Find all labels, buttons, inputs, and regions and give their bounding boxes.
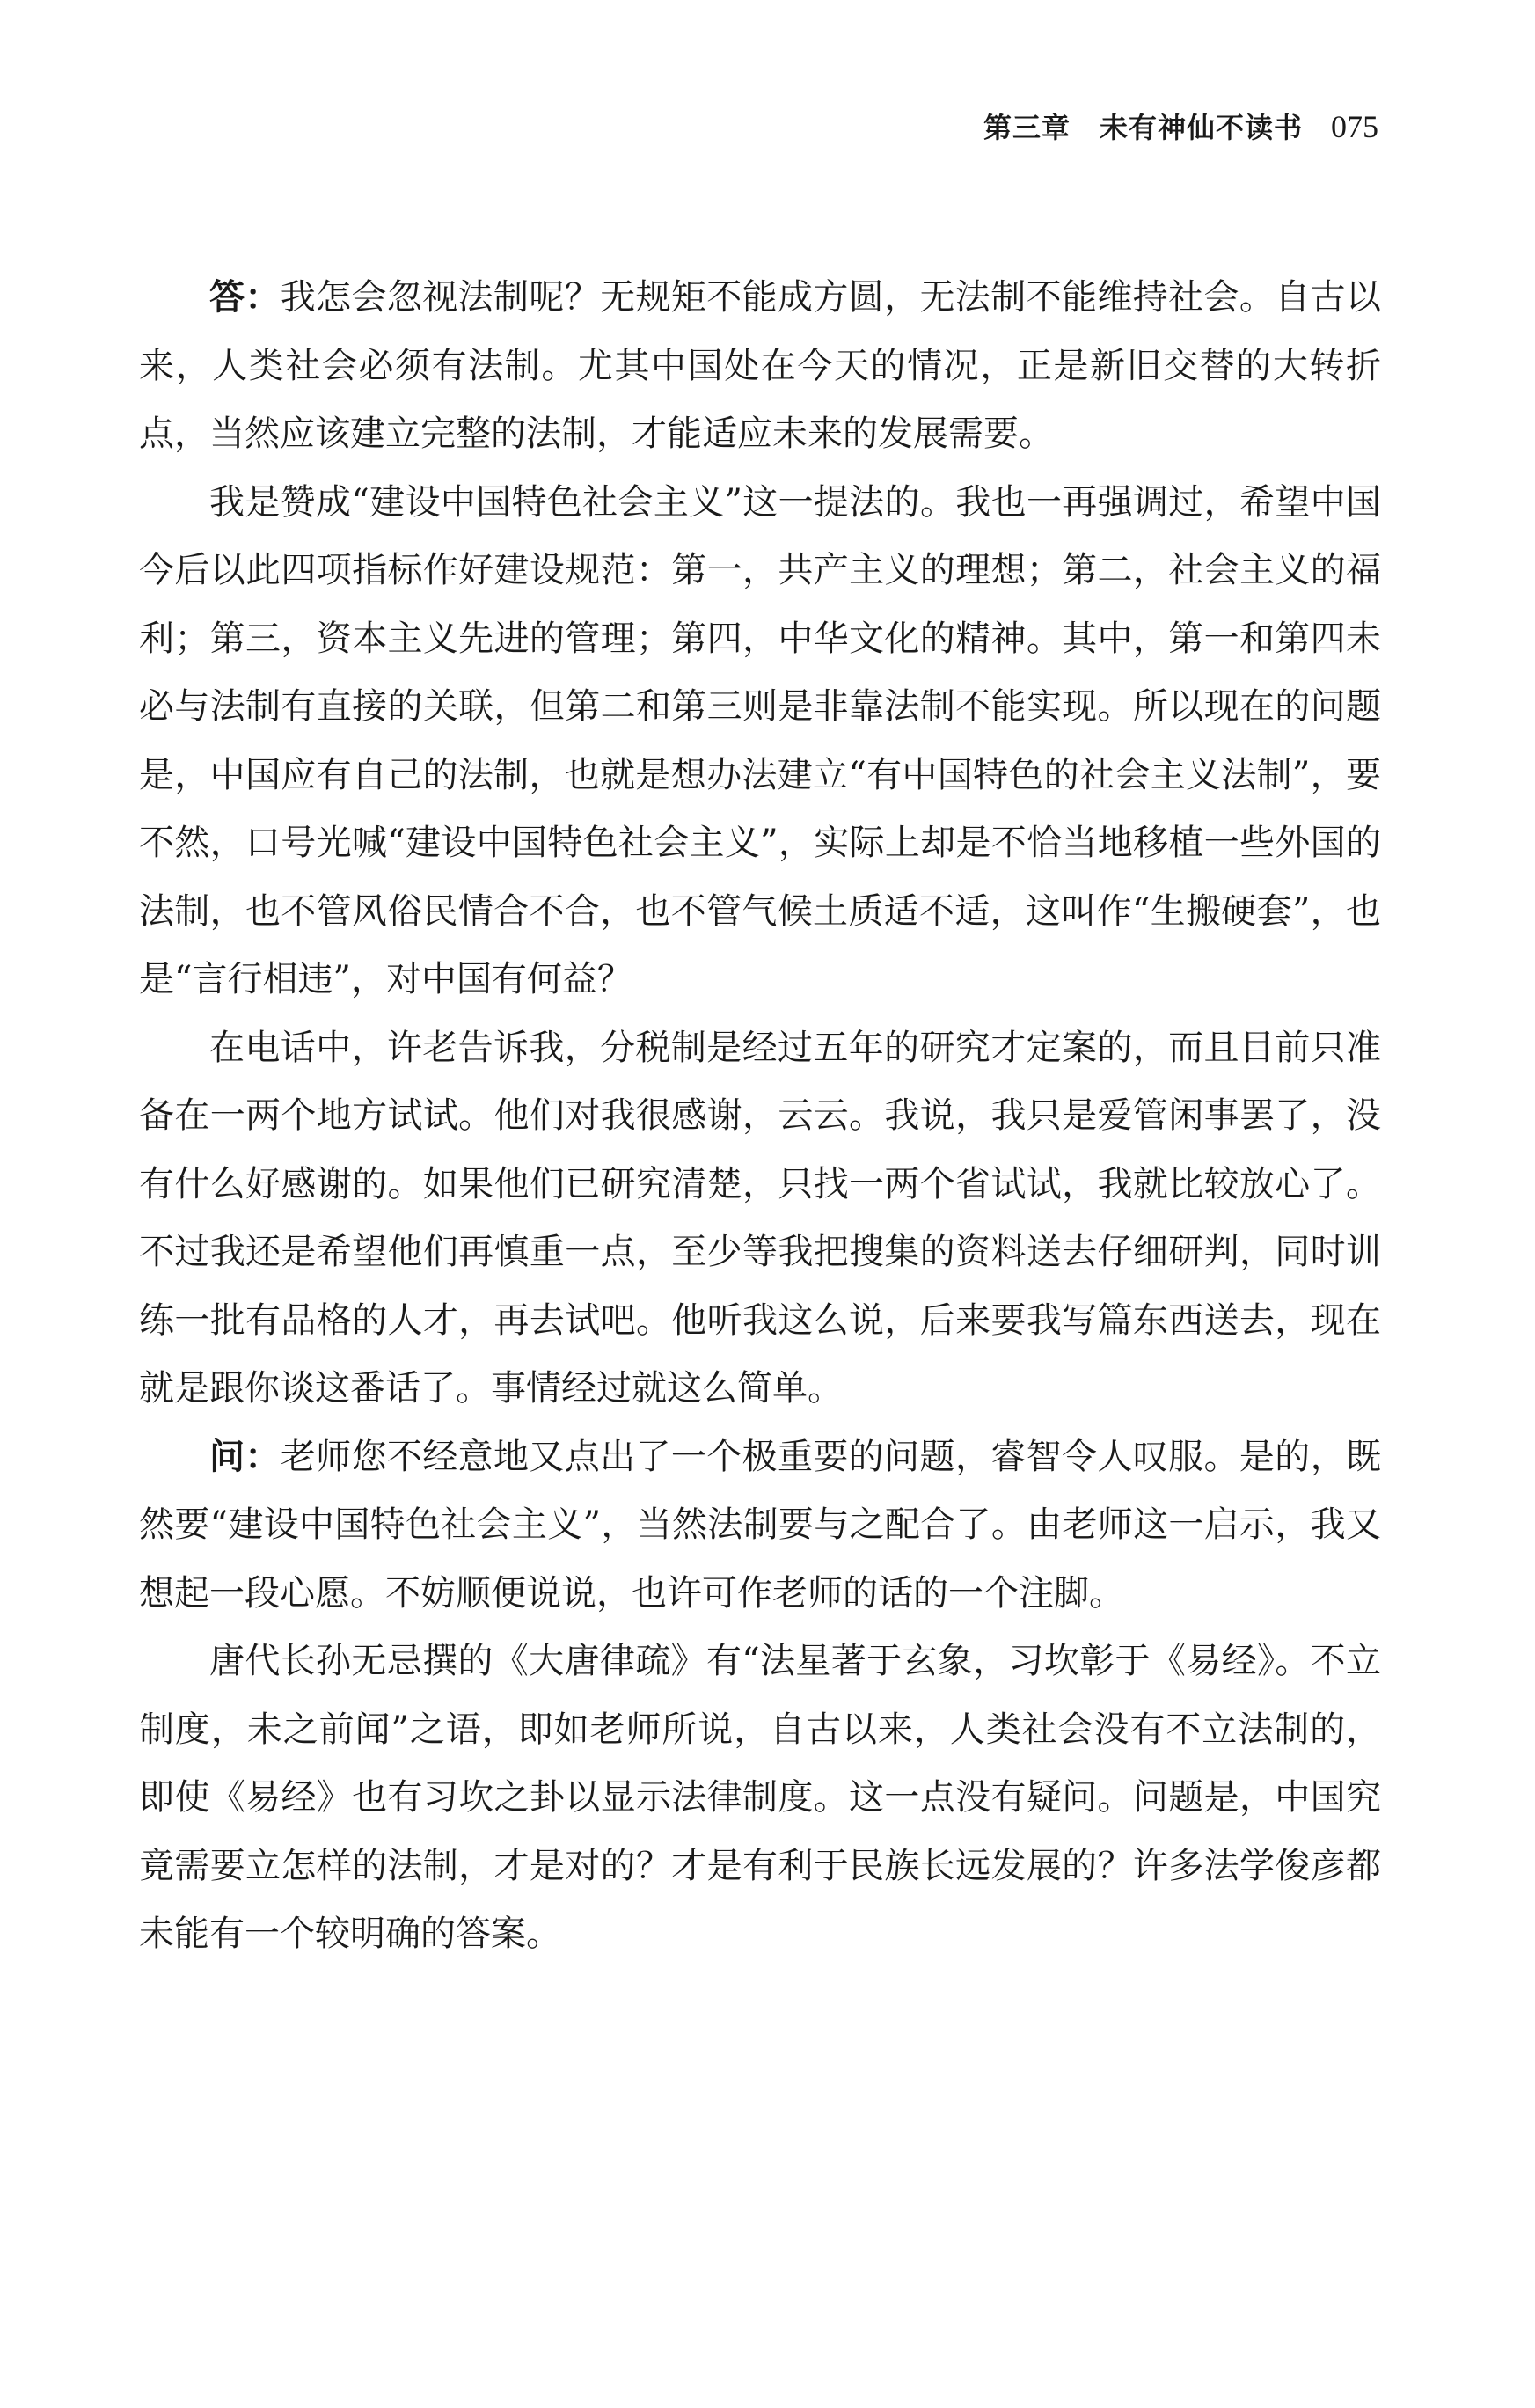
paragraph: [139, 1628, 1381, 1969]
paragraph-question: [139, 1424, 1381, 1629]
speaker-label: 答：: [209, 277, 281, 318]
paragraph: [139, 469, 1381, 1014]
paragraph-text: 唐代长孙无忌撰的《大唐律疏》有“法星著于玄象，习坎彰于《易经》。不立制度，未之前闻”之语，即如老师所说，自古以来，人类社会没有不立法制的，即使《易经》也有习坎之卦以显示法律制度。这一点没有疑问。问题是，中国究竟需要立怎样的法制，才是对的？才是有利于民族长远发展的？许多法学俊彦都未能有一个较明确的答案。: [139, 1641, 1381, 1954]
paragraph-answer: [139, 264, 1381, 469]
paragraph-text: 老师您不经意地又点出了一个极重要的问题，睿智令人叹服。是的，既然要“建设中国特色社会主义”，当然法制要与之配合了。由老师这一启示，我又想起一段心愿。不妨顺便说说，也许可作老师的话的一个注脚。: [139, 1436, 1381, 1614]
body-text: [139, 264, 1381, 1969]
page-number: 075: [1331, 109, 1378, 144]
running-header: [983, 106, 1378, 146]
paragraph-text: 我怎会忽视法制呢？无规矩不能成方圆，无法制不能维持社会。自古以来，人类社会必须有法制。尤其中国处在今天的情况，正是新旧交替的大转折点，当然应该建立完整的法制，才能适应未来的发展需要。: [139, 277, 1381, 454]
paragraph: [139, 1014, 1381, 1424]
paragraph-text: 在电话中，许老告诉我，分税制是经过五年的研究才定案的，而且目前只准备在一两个地方试试。他们对我很感谢，云云。我说，我只是爱管闲事罢了，没有什么好感谢的。如果他们已研究清楚，只找一两个省试试，我就比较放心了。不过我还是希望他们再慎重一点，至少等我把搜集的资料送去仔细研判，同时训练一批有品格的人才，再去试吧。他听我这么说，后来要我写篇东西送去，现在就是跟你谈这番话了。事情经过就这么简单。: [139, 1027, 1381, 1409]
chapter-title: 第三章 未有神仙不读书: [983, 111, 1303, 144]
paragraph-text: 我是赞成“建设中国特色社会主义”这一提法的。我也一再强调过，希望中国今后以此四项指标作好建设规范：第一，共产主义的理想；第二，社会主义的福利；第三，资本主义先进的管理；第四，中华文化的精神。其中，第一和第四未必与法制有直接的关联，但第二和第三则是非靠法制不能实现。所以现在的问题是，中国应有自己的法制，也就是想办法建立“有中国特色的社会主义法制”，要不然，口号光喊“建设中国特色社会主义”，实际上却是不恰当地移植一些外国的法制，也不管风俗民情合不合，也不管气候土质适不适，这叫作“生搬硬套”，也是“言行相违”，对中国有何益？: [139, 481, 1381, 999]
speaker-label: 问：: [209, 1436, 281, 1477]
